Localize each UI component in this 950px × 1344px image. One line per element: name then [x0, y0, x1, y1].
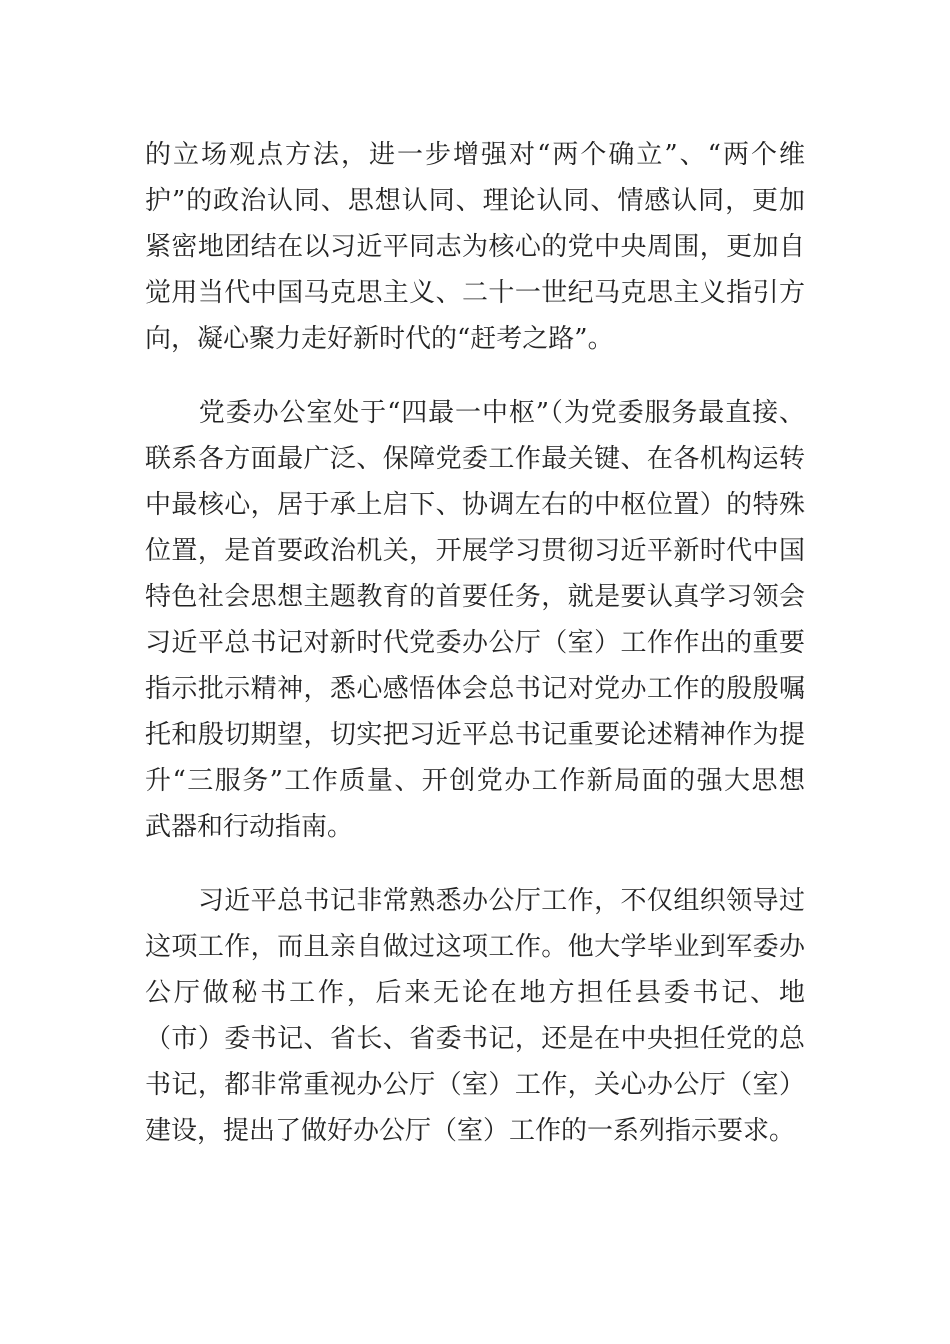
paragraph-line: 党委办公室处于“四最一中枢”（为党委服务最直接、: [145, 398, 805, 428]
paragraph-line: 公厅做秘书工作，后来无论在地方担任县委书记、地: [145, 978, 805, 1008]
document-body: [145, 132, 805, 1154]
paragraph-line: 向，凝心聚力走好新时代的“赶考之路”。: [145, 324, 614, 354]
paragraph-3: [145, 878, 805, 1154]
paragraph-line: 习近平总书记对新时代党委办公厅（室）工作作出的重要: [145, 628, 805, 658]
paragraph-line: 中最核心，居于承上启下、协调左右的中枢位置）的特殊: [145, 490, 805, 520]
paragraph-line: 觉用当代中国马克思主义、二十一世纪马克思主义指引方: [145, 278, 805, 308]
paragraph-line: 习近平总书记非常熟悉办公厅工作，不仅组织领导过: [145, 886, 805, 916]
paragraph-line: （市）委书记、省长、省委书记，还是在中央担任党的总: [145, 1024, 805, 1054]
paragraph-line: 紧密地团结在以习近平同志为核心的党中央周围，更加自: [145, 232, 805, 262]
paragraph-line: 书记，都非常重视办公厅（室）工作，关心办公厅（室）: [145, 1070, 805, 1100]
paragraph-line: 这项工作，而且亲自做过这项工作。他大学毕业到军委办: [145, 932, 805, 962]
paragraph-line: 指示批示精神，悉心感悟体会总书记对党办工作的殷殷嘱: [145, 674, 805, 704]
paragraph-line: 联系各方面最广泛、保障党委工作最关键、在各机构运转: [145, 444, 805, 474]
paragraph-2: [145, 390, 805, 850]
paragraph-line: 位置，是首要政治机关，开展学习贯彻习近平新时代中国: [145, 536, 805, 566]
paragraph-line: 特色社会思想主题教育的首要任务，就是要认真学习领会: [145, 582, 805, 612]
paragraph-line: 护”的政治认同、思想认同、理论认同、情感认同，更加: [145, 186, 805, 216]
paragraph-1: [145, 132, 805, 362]
paragraph-line: 的立场观点方法，进一步增强对“两个确立”、“两个维: [145, 140, 805, 170]
paragraph-line: 建设，提出了做好办公厅（室）工作的一系列指示要求。: [145, 1116, 796, 1146]
paragraph-line: 武器和行动指南。: [145, 812, 354, 842]
paragraph-line: 升“三服务”工作质量、开创党办工作新局面的强大思想: [145, 766, 805, 796]
paragraph-line: 托和殷切期望，切实把习近平总书记重要论述精神作为提: [145, 720, 805, 750]
